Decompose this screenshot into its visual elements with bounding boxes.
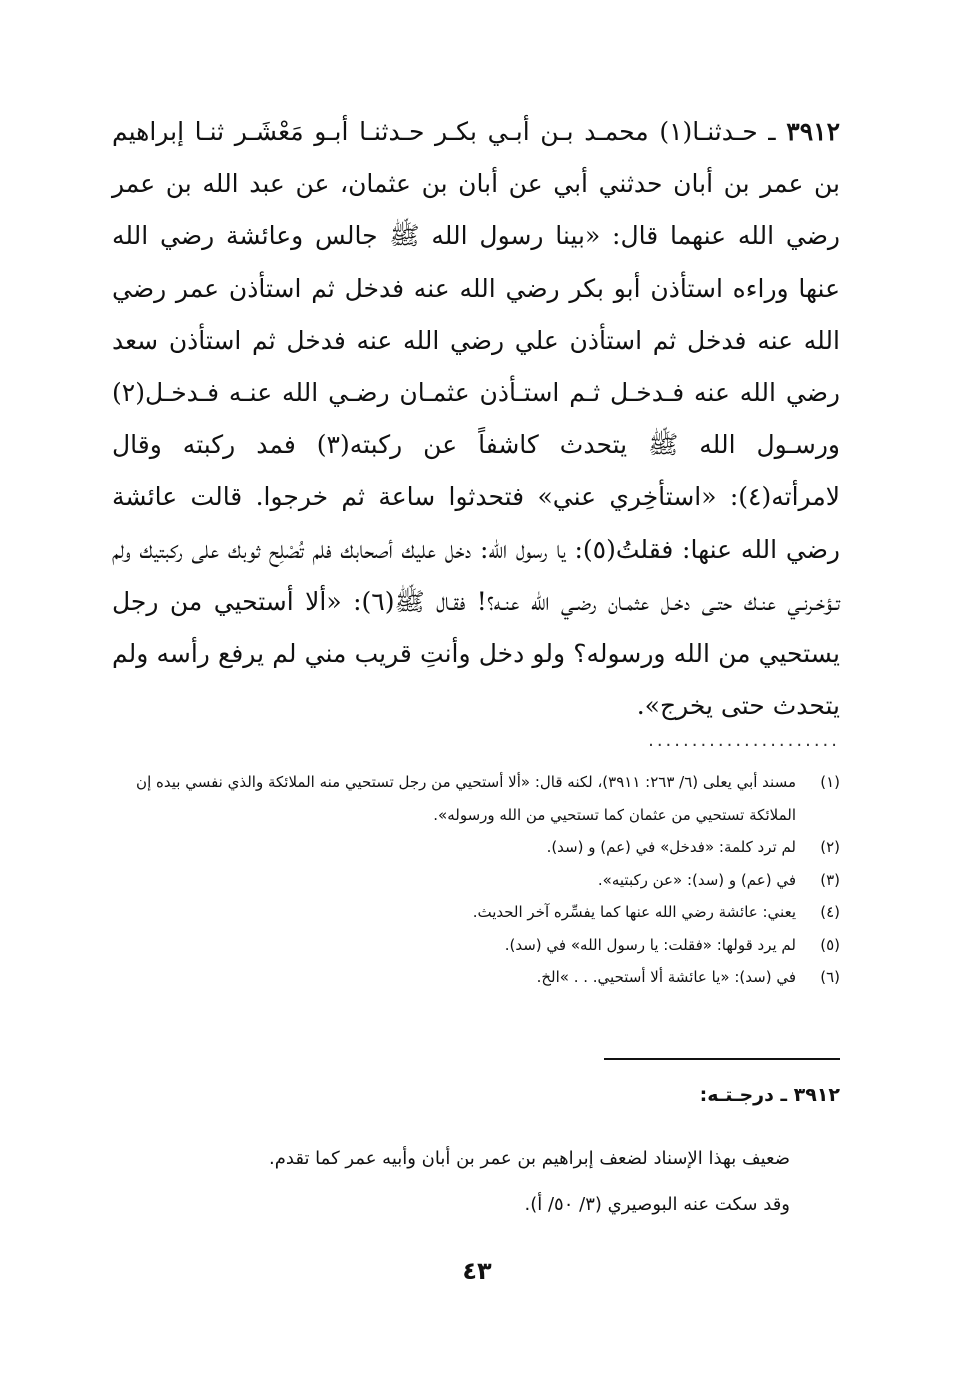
grade-line: وقد سكت عنه البوصيري (٣/ ٥٠/ أ). — [524, 1194, 790, 1215]
footnote-separator: ...................... — [648, 730, 840, 751]
hadith-body — [112, 106, 840, 732]
footnote-number: (٤) — [820, 903, 840, 921]
footnote-number: (٢) — [820, 838, 840, 856]
grade-text — [150, 1136, 790, 1228]
footnotes — [108, 766, 840, 994]
footnote-text: في (عم) و (سد): «عن ركبتيه». — [597, 870, 796, 889]
footnote-text: لم يرد قولها: «فقلت: يا رسول الله» في (سد). — [504, 935, 796, 954]
section-divider — [604, 1058, 840, 1060]
footnote-text: يعني: عائشة رضي الله عنها كما يفسِّره آخر الحديث. — [472, 903, 796, 921]
footnote-text: مسند أبي يعلى (٦/ ٢٦٣: ٣٩١١)، لكنه قال: «ألا أستحيي من رجل تستحيي منه الملائكة والذي نفسي بيده إن الملائكة تستحيي من عثمان كما تستحيي من الله ورسوله». — [136, 773, 796, 824]
footnote-number: (٥) — [820, 935, 840, 954]
footnote-2 — [108, 831, 840, 864]
grade-line: ضعيف بهذا الإسناد لضعف إبراهيم بن عمر بن أبان وأبيه عمر كما تقدم. — [269, 1148, 790, 1169]
hadith-number: ٣٩١٢ — [786, 117, 840, 146]
footnote-5 — [108, 929, 840, 962]
hadith-paragraph — [112, 106, 840, 732]
footnote-1 — [108, 766, 840, 831]
footnote-4 — [108, 896, 840, 929]
footnote-text: لم ترد كلمة: «فدخل» في (عم) و (سد). — [546, 838, 796, 856]
footnote-number: (٣) — [820, 870, 840, 889]
footnote-6 — [108, 961, 840, 994]
hadith-text: ـ حـدثنـا(١) محمـد بـن أبـي بكـر حـدثنـا أبـو مَعْشَـر ثنـا إبراهيم بن عمر بن أبان حدثني أبي عن أبان بن عثمان، عن عبد الله بن عمر رضي الله عنهما قال: «بينا رسول الله ﷺ جالس وعائشة رضي الله عنها وراءه استأذن أبو بكر رضي الله عنه فدخل ثم استأذن عمر رضي الله عنه فدخل ثم استأذن علي رضي الله عنه فدخل ثم استأذن سعد رضي الله عنه فـدخـل ثـم استـأذن عثمـان رضـي الله عنـه فـدخـل(٢) ورسـول الله ﷺ يتحدث كاشفاً عن ركبته(٣) فمد ركبته وقال لامرأته(٤): «استأخِري عني» فتحدثوا ساعة ثم خرجوا. قالت عائشة رضي الله عنها: فقلتُ(٥): يا رسول الله: دخل عليك أصحابك فلم تُصْلِح ثوبك على ركبتيك ولم تـؤخـرنـي عنـك حتـى دخـل عثمـان رضـي الله عنـه؟! فقـال ﷺ(٦): «ألا أستحيي من رجل يستحيي من الله ورسوله؟ ولو دخل وأنتِ قريب مني لم يرفع رأسه ولم يتحدث حتى يخرج». — [112, 117, 840, 721]
footnote-3 — [108, 864, 840, 897]
footnote-text: في (سد): «يا عائشة ألا أستحيي. . . »الخ. — [536, 968, 796, 986]
footnote-number: (١) — [820, 773, 840, 791]
footnote-number: (٦) — [820, 968, 840, 986]
page-number: ٤٣ — [462, 1257, 492, 1285]
grade-heading: ٣٩١٢ ـ درجـتـه: — [699, 1084, 840, 1106]
